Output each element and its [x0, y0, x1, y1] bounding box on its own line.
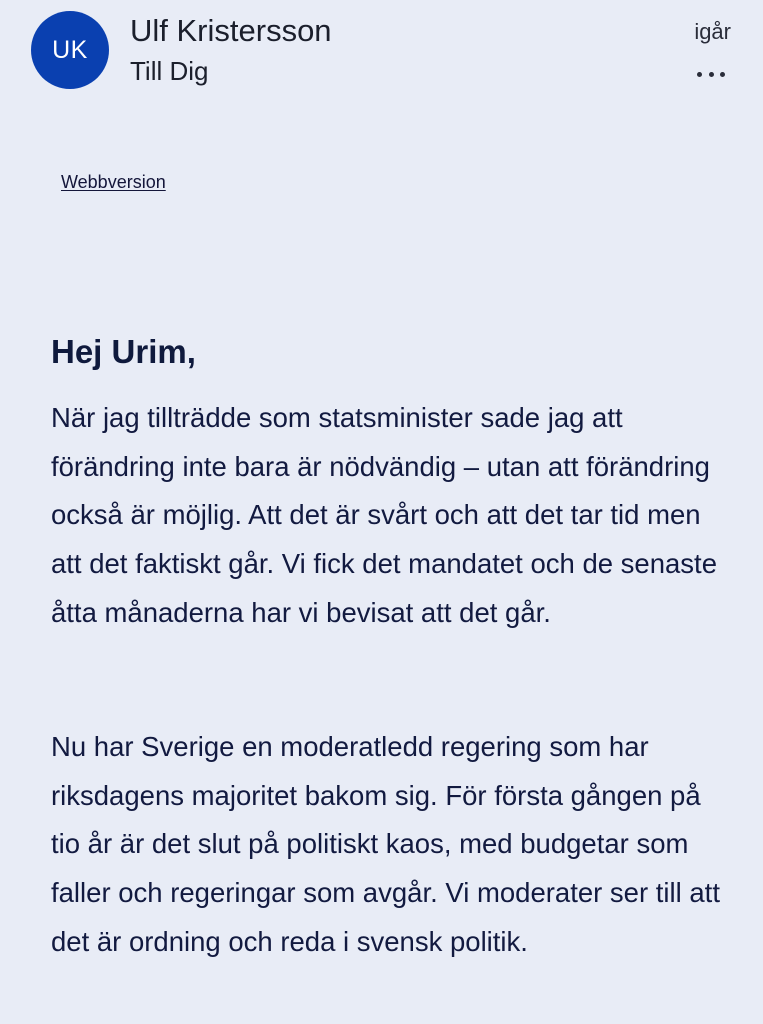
received-date: igår [694, 19, 731, 44]
sender-avatar[interactable] [31, 11, 109, 89]
web-version-link[interactable]: Webbversion [61, 172, 166, 192]
recipient-label[interactable]: Till Dig [130, 56, 209, 86]
sender-name[interactable]: Ulf Kristersson [130, 13, 332, 48]
email-header [0, 0, 763, 110]
more-horizontal-icon [697, 72, 702, 77]
email-paragraph: När jag tillträdde som statsminister sade jag att förändring inte bara är nödvändig – utan att förändring också är möjlig. Att det är svårt och att det tar tid men att det faktiskt går. Vi fick det mandatet och de senaste åtta månaderna har vi bevisat att det går. [51, 402, 717, 628]
email-paragraph: Nu har Sverige en moderatledd regering som har riksdagens majoritet bakom sig. För första gången på tio år är det slut på politiskt kaos, med budgetar som faller och regeringar som avgår. Vi moderater ser till att det är ordning och reda i svensk politik. [51, 731, 720, 957]
avatar-initials: UK [52, 35, 88, 64]
more-options-button[interactable] [697, 62, 725, 86]
email-greeting: Hej Urim, [51, 333, 196, 370]
